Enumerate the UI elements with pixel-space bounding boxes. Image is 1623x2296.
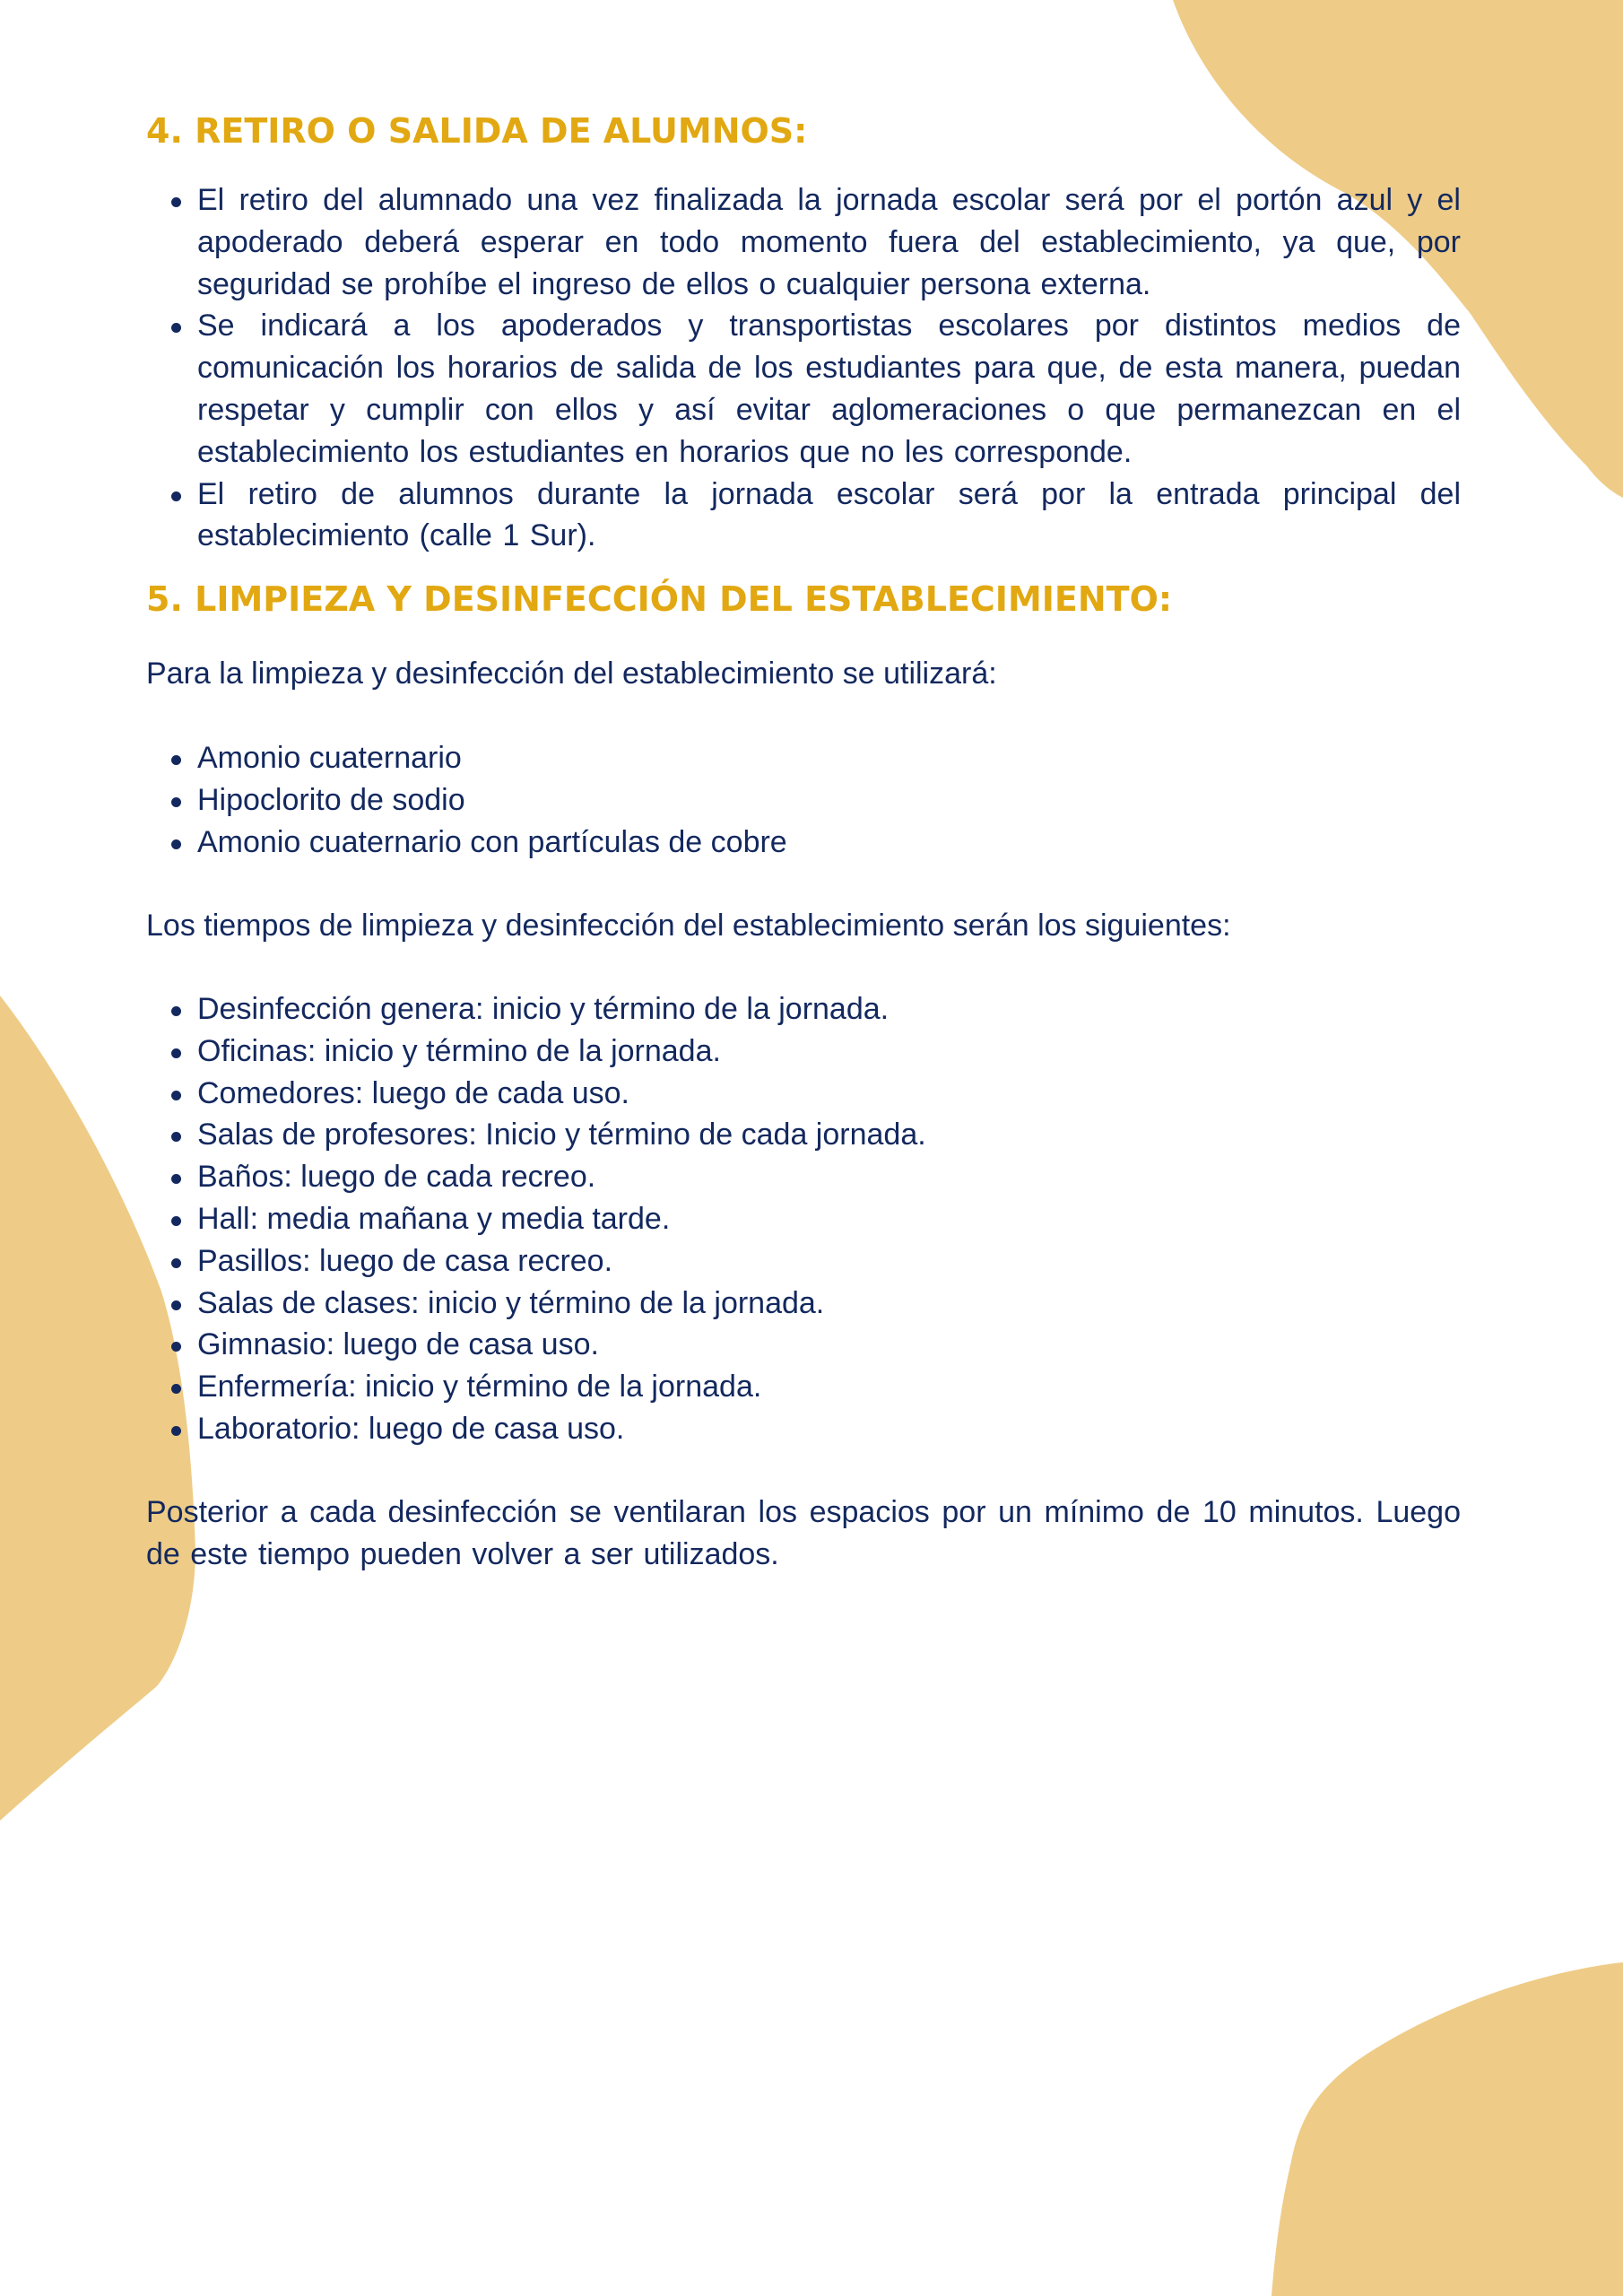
closing-paragraph: Posterior a cada desinfección se ventilaran los espacios por un mínimo de 10 minutos. Luego de este tiempo pueden volver a ser utilizados.	[146, 1495, 1461, 1571]
list-item: Hall: media mañana y media tarde.	[146, 1198, 1461, 1240]
list-item: Oficinas: inicio y término de la jornada.	[146, 1031, 1461, 1073]
list-item: Enfermería: inicio y término de la jornada.	[146, 1366, 1461, 1408]
list-item: Se indicará a los apoderados y transportistas escolares por distintos medios de comunicación los horarios de salida de los estudiantes para que, de esta manera, puedan respetar y cumplir con ellos y así evitar aglomeraciones o que permanezcan en el establecimiento los estudiantes en horarios que no les corresponde.	[146, 305, 1461, 473]
section-5-heading: 5. LIMPIEZA Y DESINFECCIÓN DEL ESTABLECIMIENTO:	[146, 579, 1173, 619]
decorative-blob-bottom-right	[1255, 1928, 1623, 2296]
times-list	[146, 988, 1461, 1450]
list-item: Gimnasio: luego de casa uso.	[146, 1324, 1461, 1366]
list-item: Hipoclorito de sodio	[146, 779, 1461, 822]
list-item: Baños: luego de cada recreo.	[146, 1156, 1461, 1198]
times-intro: Los tiempos de limpieza y desinfección del establecimiento serán los siguientes:	[146, 909, 1231, 943]
list-item: Salas de profesores: Inicio y término de cada jornada.	[146, 1114, 1461, 1156]
list-item: Pasillos: luego de casa recreo.	[146, 1240, 1461, 1283]
list-item: Salas de clases: inicio y término de la jornada.	[146, 1283, 1461, 1325]
section-4-list	[146, 179, 1461, 557]
list-item: El retiro del alumnado una vez finalizada la jornada escolar será por el portón azul y el apoderado deberá esperar en todo momento fuera del establecimiento, ya que, por seguridad se prohíbe el ingreso de ellos o cualquier persona externa.	[146, 179, 1461, 305]
list-item: Comedores: luego de cada uso.	[146, 1073, 1461, 1115]
products-list	[146, 737, 1461, 863]
list-item: Desinfección genera: inicio y término de la jornada.	[146, 988, 1461, 1031]
section-4-heading: 4. RETIRO O SALIDA DE ALUMNOS:	[146, 111, 808, 151]
list-item: Laboratorio: luego de casa uso.	[146, 1408, 1461, 1450]
list-item: El retiro de alumnos durante la jornada escolar será por la entrada principal del establecimiento (calle 1 Sur).	[146, 474, 1461, 558]
list-item: Amonio cuaternario	[146, 737, 1461, 779]
list-item: Amonio cuaternario con partículas de cobre	[146, 822, 1461, 864]
products-intro: Para la limpieza y desinfección del establecimiento se utilizará:	[146, 657, 997, 691]
